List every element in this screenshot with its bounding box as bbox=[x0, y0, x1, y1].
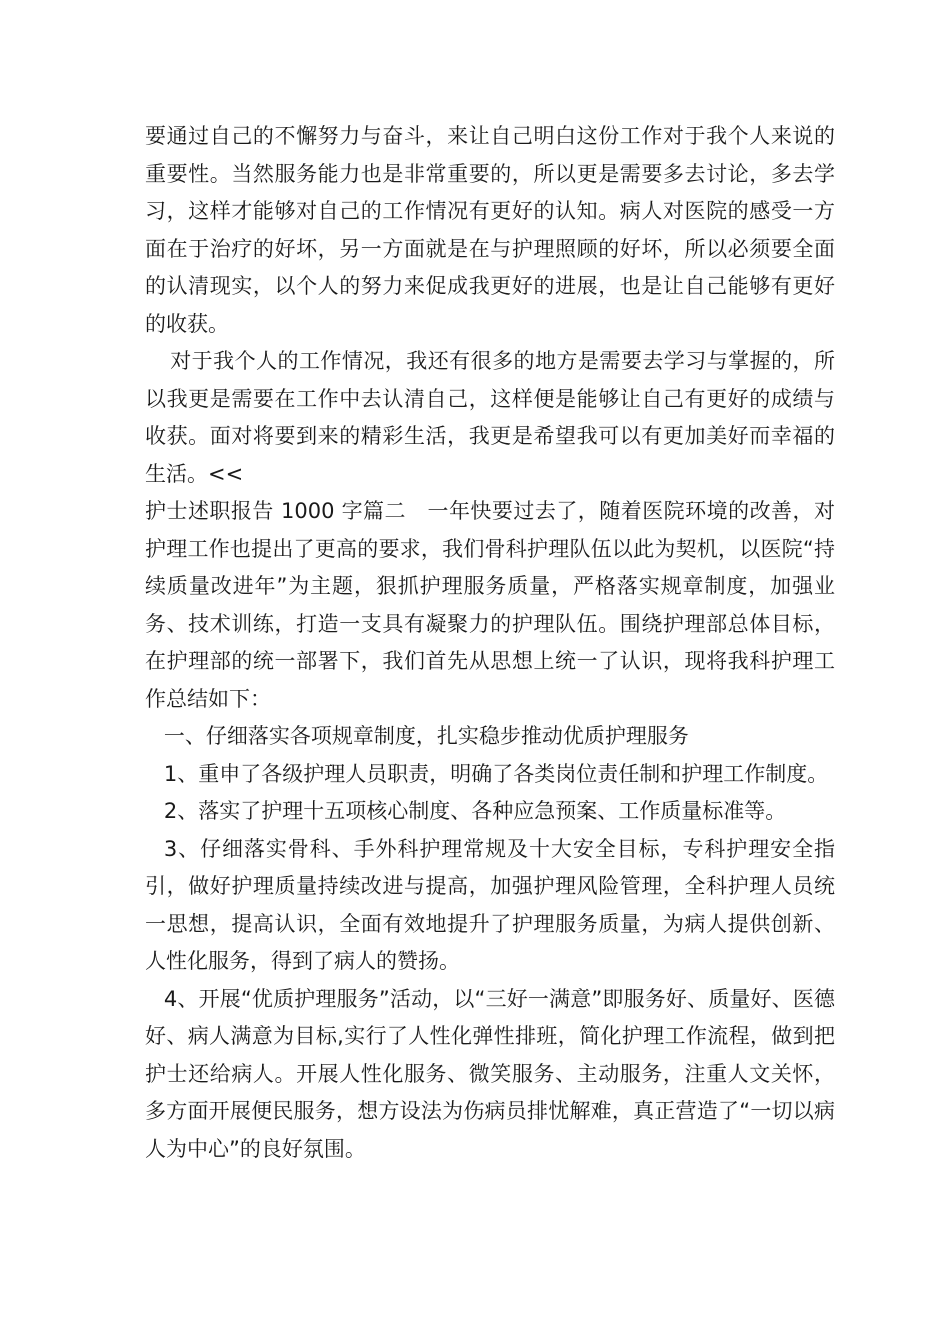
document-body bbox=[145, 118, 835, 1168]
paragraph-2: 对于我个人的工作情况，我还有很多的地方是需要去学习与掌握的，所以我更是需要在工作中去认清自己，这样便是能够让自己有更好的成绩与收获。面对将要到来的精彩生活，我更是希望我可以有更加美好而幸福的生活。<< bbox=[145, 349, 835, 486]
paragraph-1: 要通过自己的不懈努力与奋斗，来让自己明白这份工作对于我个人来说的重要性。当然服务能力也是非常重要的，所以更是需要多去讨论，多去学习，这样才能够对自己的工作情况有更好的认知。病人对医院的感受一方面在于治疗的好坏，另一方面就是在与护理照顾的好坏，所以必须要全面的认清现实，以个人的努力来促成我更好的进展，也是让自己能够有更好的收获。 bbox=[145, 124, 835, 336]
paragraph-7-item-3: 3、仔细落实骨科、手外科护理常规及十大安全目标，专科护理安全指引，做好护理质量持续改进与提高，加强护理风险管理，全科护理人员统一思想，提高认识，全面有效地提升了护理服务质量，为病人提供创新、人性化服务，得到了病人的赞扬。 bbox=[145, 836, 835, 973]
paragraph-3-section-heading: 护士述职报告 1000 字篇二 一年快要过去了，随着医院环境的改善，对护理工作也提出了更高的要求，我们骨科护理队伍以此为契机，以医院“持续质量改进年”为主题，狠抓护理服务质量，严格落实规章制度，加强业务、技术训练，打造一支具有凝聚力的护理队伍。围绕护理部总体目标，在护理部的统一部署下，我们首先从思想上统一了认识，现将我科护理工作总结如下： bbox=[145, 499, 835, 711]
paragraph-4-subheading: 一、仔细落实各项规章制度，扎实稳步推动优质护理服务 bbox=[163, 724, 689, 748]
paragraph-5-item-1: 1、重申了各级护理人员职责，明确了各类岗位责任制和护理工作制度。 bbox=[163, 761, 829, 786]
paragraph-6-item-2: 2、落实了护理十五项核心制度、各种应急预案、工作质量标准等。 bbox=[163, 799, 787, 823]
paragraph-8-item-4: 4、开展“优质护理服务”活动，以“三好一满意”即服务好、质量好、医德好、病人满意为目标,实行了人性化弹性排班，简化护理工作流程，做到把护士还给病人。开展人性化服务、微笑服务、主动服务，注重人文关怀，多方面开展便民服务，想方设法为伤病员排忧解难，真正营造了“一切以病人为中心”的良好氛围。 bbox=[145, 986, 835, 1161]
